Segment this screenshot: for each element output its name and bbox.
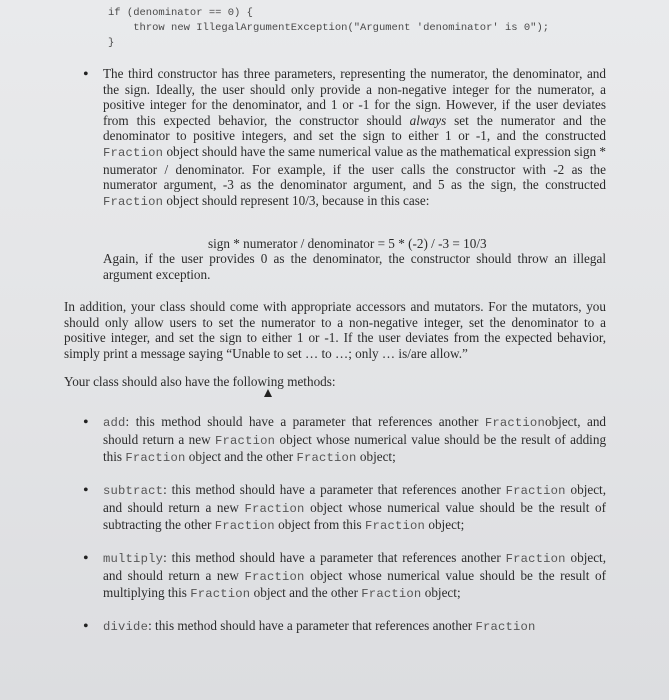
method-name: multiply	[103, 552, 164, 566]
third-constructor-note: Again, if the user provides 0 as the denominator, the constructor should throw an illegal argument exception.	[103, 251, 606, 282]
method-name: add	[103, 416, 126, 430]
method-multiply: multiply: this method should have a parameter that references another Fraction object, and should return a new Fraction object whose numerical value should be the result of multiplying this Fraction object and the other Fraction object;	[103, 550, 607, 602]
method-name: subtract	[103, 484, 164, 498]
code-line-3: }	[108, 37, 115, 49]
code-snippet	[108, 6, 549, 51]
bullet-dot: •	[83, 618, 89, 635]
third-constructor-paragraph: The third constructor has three parameters, representing the numerator, the denominator, and the sign. Ideally, the user should only provide a non-negative integer for the numerator, a positive integer for the denominator, and 1 or -1 for the sign. However, if the user deviates from this expected behavior, the constructor should always set the numerator and the denominator to positive integers, and set the sign to either 1 or -1, and the constructed Fraction object should have the same numerical value as the mathematical expression sign * numerator / denominator. For example, if the user calls the constructor with -2 as the numerator argument, -3 as the denominator argument, and 5 as the sign, the constructed Fraction object should represent 10/3, because in this case:	[103, 66, 607, 209]
bullet-dot: •	[83, 482, 89, 499]
method-divide: divide: this method should have a parameter that references another Fraction	[103, 618, 536, 634]
code-line-2: throw new IllegalArgumentException("Argument 'denominator' is 0");	[133, 22, 550, 34]
method-add: add: this method should have a parameter that references another Fractionobject, and should return a new Fraction object whose numerical value should be the result of adding this Fraction object and the other Fraction object;	[103, 414, 607, 466]
method-subtract: subtract: this method should have a parameter that references another Fraction object, and should return a new Fraction object whose numerical value should be the result of subtracting the other Fraction object from this Fraction object;	[103, 482, 607, 534]
methods-intro: Your class should also have the following methods:	[64, 374, 336, 389]
inline-code-fraction: Fraction	[103, 145, 164, 160]
code-line-1: if (denominator == 0) {	[108, 7, 253, 19]
bullet-dot: •	[83, 66, 89, 83]
bullet-dot: •	[83, 414, 89, 431]
equation: sign * numerator / denominator = 5 * (-2) / -3 = 10/3	[208, 236, 487, 251]
inline-code-fraction: Fraction	[103, 194, 164, 209]
emphasis-always: always	[409, 112, 447, 128]
mutators-paragraph: In addition, your class should come with appropriate accessors and mutators. For the mutators, you should only allow users to set the numerator to a non-negative integer, set the denominator to a positive integer, and set the sign to either 1 or -1. If the user deviates from the expected behavior, simply print a message saying “Unable to set … to …; only … is/are allow.”	[64, 299, 606, 361]
method-name: divide	[103, 620, 149, 634]
bullet-dot: •	[83, 550, 89, 567]
mouse-cursor-icon	[264, 389, 272, 397]
